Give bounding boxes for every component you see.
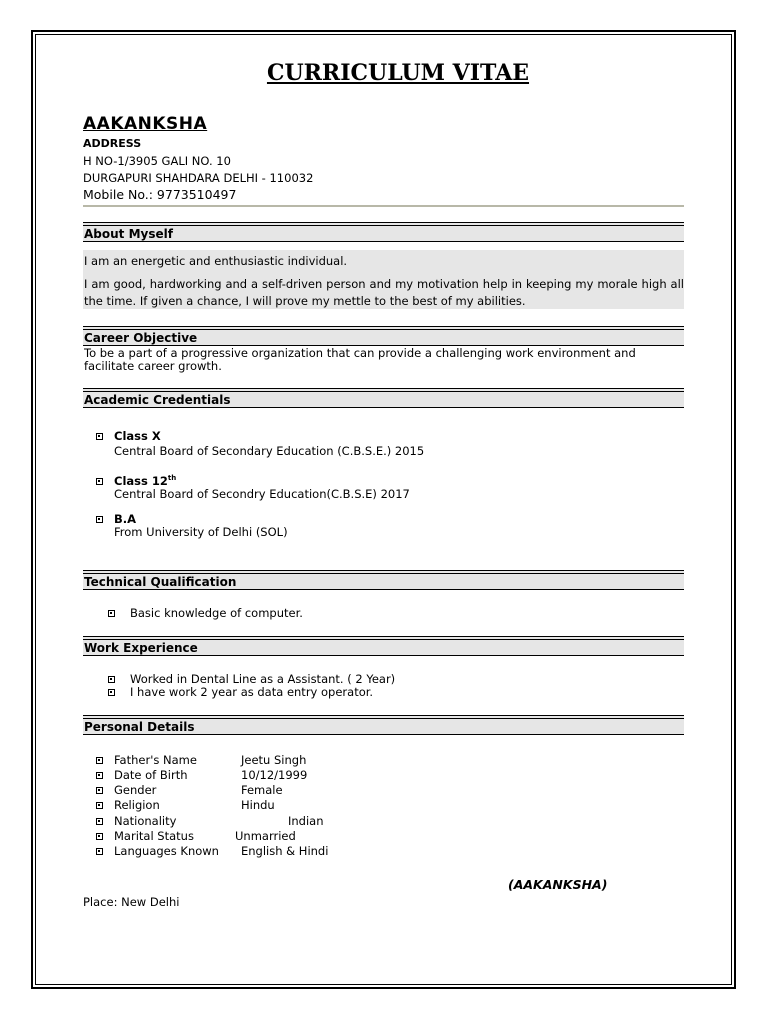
bullet-icon xyxy=(96,433,103,440)
personal-label: Date of Birth xyxy=(114,768,188,782)
bullet-icon xyxy=(108,610,115,617)
personal-value: Jeetu Singh xyxy=(241,753,307,767)
academic-item-title: Class X xyxy=(114,429,161,443)
bullet-icon xyxy=(108,676,115,683)
candidate-name: AAKANKSHA xyxy=(83,114,208,134)
section-career-title: Career Objective xyxy=(84,331,198,345)
bullet-icon xyxy=(96,787,103,794)
section-technical-heading xyxy=(83,570,684,590)
academic-item-detail: Central Board of Secondry Education(C.B.S.E) 2017 xyxy=(114,487,410,501)
personal-label: Religion xyxy=(114,798,160,812)
address-line-1: H NO-1/3905 GALI NO. 10 xyxy=(83,154,231,168)
personal-label: Languages Known xyxy=(114,844,219,858)
section-personal-title: Personal Details xyxy=(84,720,195,734)
academic-item-title: Class 12th xyxy=(114,474,177,488)
personal-value: Unmarried xyxy=(235,829,296,843)
section-about-title: About Myself xyxy=(84,227,173,241)
work-item: I have work 2 year as data entry operator. xyxy=(130,685,374,699)
work-item: Worked in Dental Line as a Assistant. ( 2 Year) xyxy=(130,672,396,686)
section-about-heading xyxy=(83,222,684,242)
personal-value: 10/12/1999 xyxy=(241,768,308,782)
about-line-2: I am good, hardworking and a self-driven person and my motivation help in keeping my morale high all the time. If given a chance, I will prove my mettle to the best of my abilities. xyxy=(84,277,684,308)
bullet-icon xyxy=(96,833,103,840)
personal-value: English & Hindi xyxy=(241,844,329,858)
place: Place: New Delhi xyxy=(83,895,180,909)
address-divider xyxy=(83,205,684,207)
about-line-1: I am an energetic and enthusiastic individual. xyxy=(84,254,348,268)
mobile-number: Mobile No.: 9773510497 xyxy=(83,187,237,202)
bullet-icon xyxy=(96,848,103,855)
bullet-icon xyxy=(96,818,103,825)
bullet-icon xyxy=(96,757,103,764)
signature-name: (AAKANKSHA) xyxy=(508,877,608,892)
address-label: ADDRESS xyxy=(83,137,142,150)
personal-label: Gender xyxy=(114,783,157,797)
personal-label: Marital Status xyxy=(114,829,194,843)
academic-item-detail: From University of Delhi (SOL) xyxy=(114,525,288,539)
section-academic-title: Academic Credentials xyxy=(84,393,231,407)
personal-value: Female xyxy=(241,783,283,797)
bullet-icon xyxy=(108,689,115,696)
bullet-icon xyxy=(96,478,103,485)
section-work-heading xyxy=(83,636,684,656)
career-objective-text: To be a part of a progressive organization that can provide a challenging work environment and facilitate career growth. xyxy=(84,346,636,373)
personal-label: Father's Name xyxy=(114,753,197,767)
bullet-icon xyxy=(96,516,103,523)
academic-item-detail: Central Board of Secondary Education (C.B.S.E.) 2015 xyxy=(114,444,425,458)
section-personal-heading xyxy=(83,715,684,735)
section-work-title: Work Experience xyxy=(84,641,198,655)
technical-item: Basic knowledge of computer. xyxy=(130,606,303,620)
section-technical-title: Technical Qualification xyxy=(84,575,237,589)
bullet-icon xyxy=(96,802,103,809)
section-career-heading xyxy=(83,326,684,346)
personal-label: Nationality xyxy=(114,814,177,828)
academic-item-title: B.A xyxy=(114,512,137,526)
bullet-icon xyxy=(96,772,103,779)
document-title: CURRICULUM VITAE xyxy=(266,60,530,86)
address-line-2: DURGAPURI SHAHDARA DELHI - 110032 xyxy=(83,171,314,185)
personal-value: Indian xyxy=(288,814,324,828)
personal-value: Hindu xyxy=(241,798,275,812)
section-academic-heading xyxy=(83,388,684,408)
